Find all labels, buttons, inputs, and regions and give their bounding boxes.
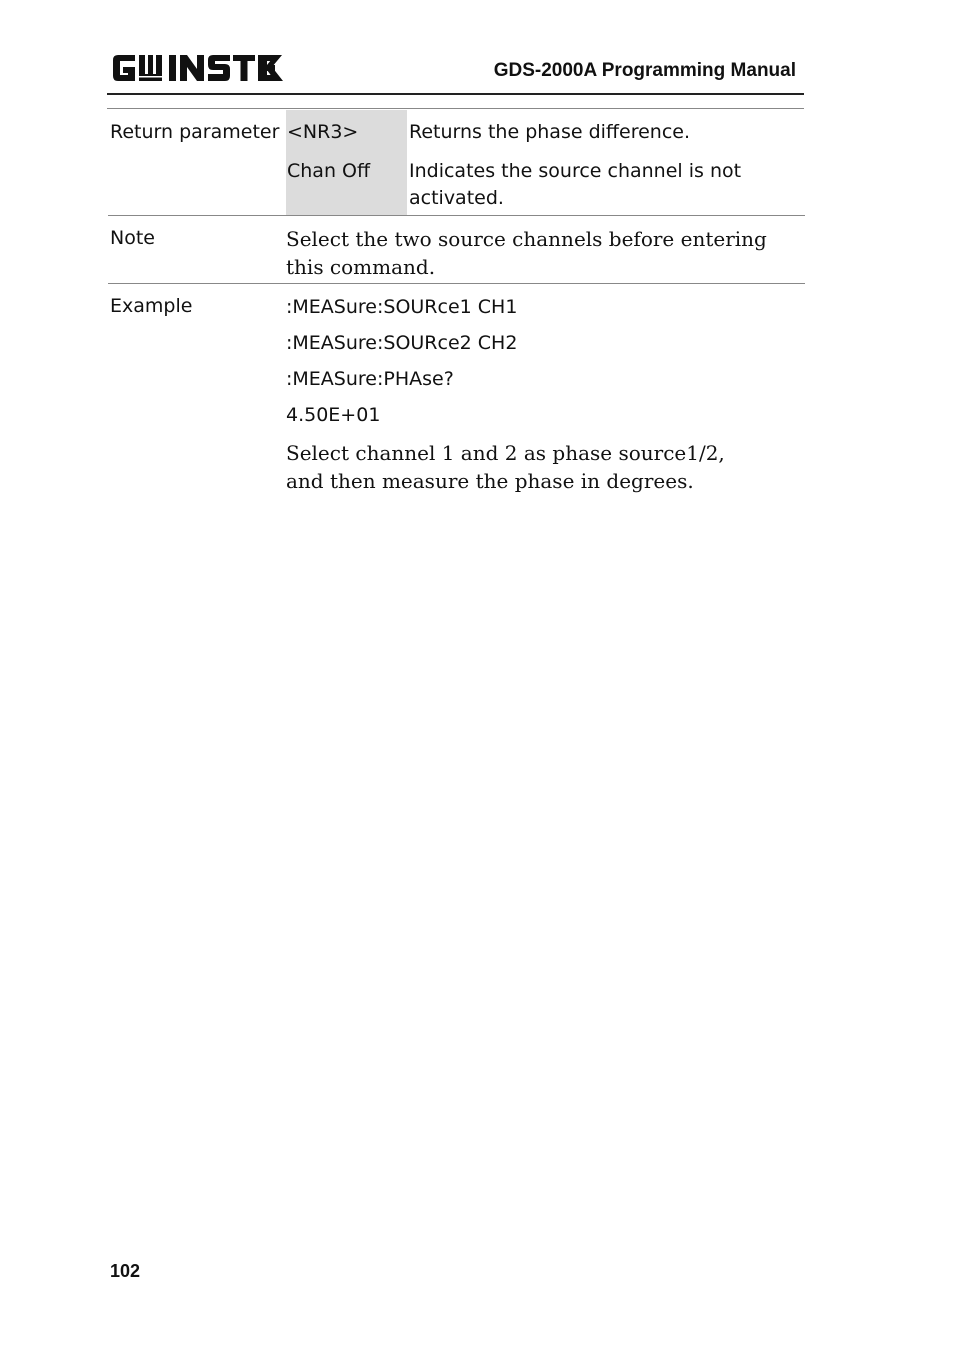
return-value-chan-off: Chan Off <box>287 160 371 182</box>
example-command-line: :MEASure:SOURce1 CH1 <box>286 296 518 318</box>
section-divider <box>108 215 805 216</box>
example-description: Select channel 1 and 2 as phase source1/2, and then measure the phase in degrees. <box>286 441 725 493</box>
note-label: Note <box>110 227 155 249</box>
page-number: 102 <box>110 1261 141 1281</box>
note-text: Select the two source channels before entering this command. <box>286 227 767 279</box>
section-divider <box>108 283 805 284</box>
return-parameter-label: Return parameter <box>110 121 280 143</box>
gw-instek-logo <box>111 52 283 84</box>
example-command-line: :MEASure:SOURce2 CH2 <box>286 332 518 354</box>
return-description-chan-off: Indicates the source channel is not activated. <box>409 160 742 209</box>
return-value-nr3: <NR3> <box>287 121 359 143</box>
example-command-line: :MEASure:PHAse? <box>286 368 454 390</box>
example-label: Example <box>110 295 193 317</box>
return-description-nr3: Returns the phase difference. <box>409 121 691 143</box>
manual-title: GDS-2000A Programming Manual <box>493 60 796 81</box>
example-response: 4.50E+01 <box>286 404 381 426</box>
header-rule <box>107 93 804 95</box>
gw-instek-logo-k <box>261 55 283 81</box>
table-top-rule <box>107 108 804 109</box>
